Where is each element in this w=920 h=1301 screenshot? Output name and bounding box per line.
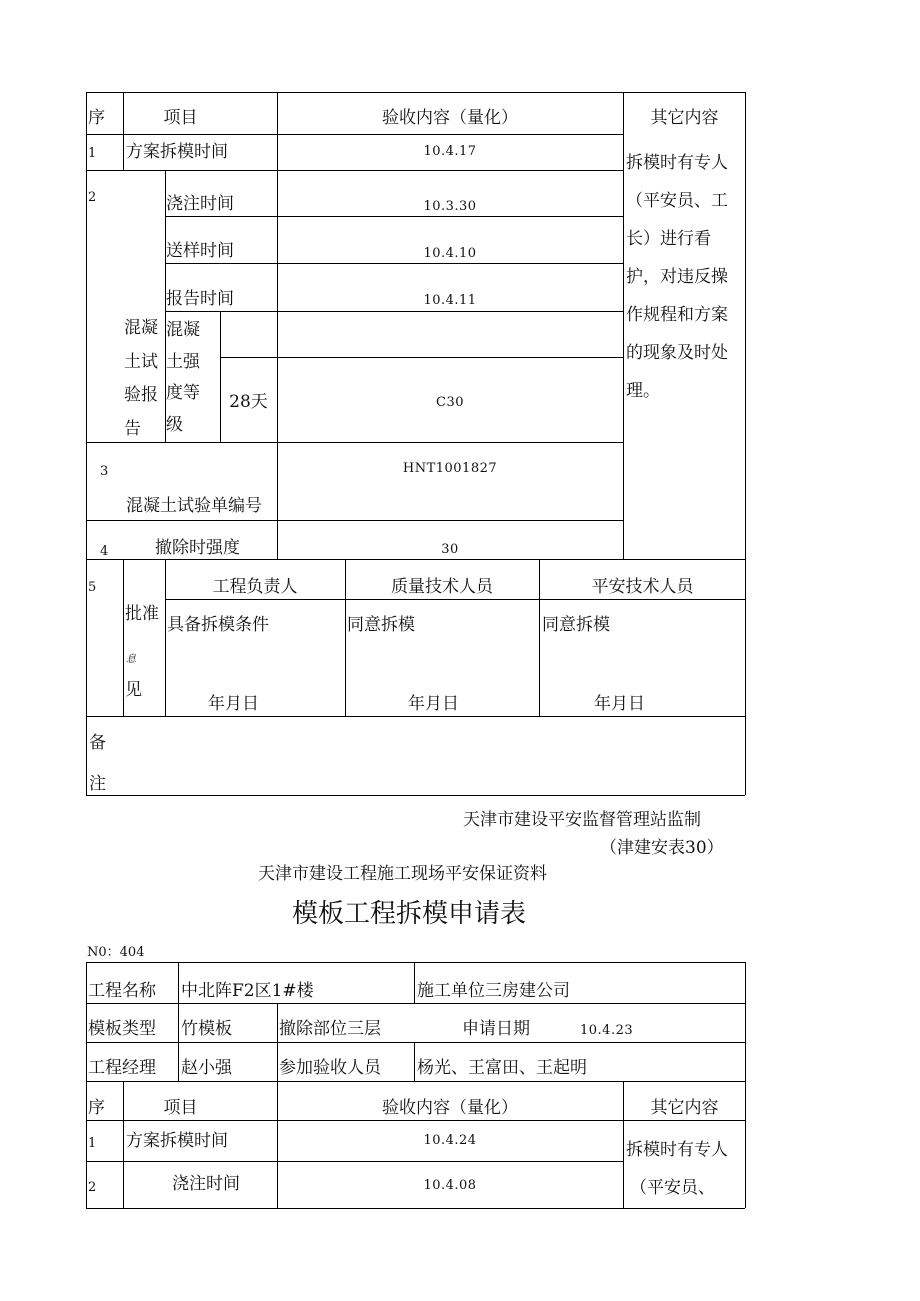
manager-value: 赵小强 (181, 1058, 232, 1078)
remark-label-1: 备 (89, 733, 106, 753)
inspectors-label: 参加验收人员 (279, 1058, 381, 1078)
remark-label-2: 注 (89, 774, 106, 794)
formwork-type-label: 模板类型 (88, 1019, 156, 1039)
apply-date-label: 申请日期 (462, 1019, 530, 1039)
date-project-lead: 年月日 (208, 694, 259, 714)
row5-seq: 5 (88, 580, 97, 595)
form2-header-seq: 序 (88, 1098, 105, 1118)
strength-grade-label: 混凝 土强 度等 级 (166, 320, 200, 435)
builder-value: 施工单位三房建公司 (417, 981, 570, 1001)
row1-seq: 1 (88, 146, 97, 161)
opinion-safety-tech: 同意拆模 (542, 615, 610, 635)
strength-value: C30 (436, 395, 464, 410)
row4-seq: 4 (100, 544, 109, 559)
form-code: （津建安表30） (600, 838, 724, 858)
row2-seq: 2 (88, 190, 97, 205)
concrete-report-label: 混凝 土试 验报 告 (124, 318, 158, 439)
date-safety-tech: 年月日 (594, 694, 645, 714)
form2-title: 模板工程拆模申请表 (292, 899, 527, 929)
form2-other-note-2: （平安员、 (630, 1178, 715, 1198)
form2-subtitle: 天津市建设工程施工现场平安保证资料 (258, 864, 547, 884)
pour-time-label: 浇注时间 (166, 194, 234, 214)
form2-row1-seq: 1 (88, 1136, 97, 1151)
supervisor-org: 天津市建设平安监督管理站监制 (463, 810, 701, 830)
sample-time-label: 送样时间 (166, 241, 234, 261)
formwork-type-value: 竹模板 (181, 1019, 232, 1039)
form2-row2-seq: 2 (88, 1180, 97, 1195)
inspectors-value: 杨光、王富田、王起明 (417, 1058, 587, 1078)
form2-row1-item: 方案拆模时间 (126, 1131, 228, 1151)
opinion-project-lead: 具备拆模条件 (167, 615, 269, 635)
strength-days: 28天 (229, 392, 268, 412)
form2-other-note-1: 拆模时有专人 (626, 1140, 728, 1160)
form2-row2-value: 10.4.08 (423, 1178, 477, 1193)
form2-header-item: 项目 (163, 1098, 198, 1118)
report-time-label: 报告时间 (166, 289, 234, 309)
header-item: 项目 (163, 108, 198, 128)
row4-label: 撤除时强度 (155, 538, 240, 558)
form2-header-content: 验收内容（量化） (382, 1098, 518, 1118)
other-content-note: 拆模时有专人 （平安员、工 长）进行看 护，对违反操 作规程和方案 的现象及时处 理。 (626, 153, 728, 401)
approval-label-bot: 见 (125, 680, 142, 700)
approval-label-mid: 息 (126, 654, 136, 665)
form2-row2-item: 浇注时间 (172, 1174, 240, 1194)
approval-label-top: 批准 (125, 604, 159, 624)
project-name-label: 工程名称 (88, 981, 156, 1001)
form2-row1-value: 10.4.24 (423, 1133, 477, 1148)
row1-value: 10.4.17 (423, 144, 477, 159)
apply-date-value: 10.4.23 (580, 1023, 634, 1038)
header-other: 其它内容 (650, 108, 719, 128)
manager-label: 工程经理 (88, 1058, 156, 1078)
row3-value: HNT1001827 (402, 461, 498, 476)
row3-seq: 3 (100, 464, 109, 479)
header-quality-tech: 质量技术人员 (391, 577, 493, 597)
sample-time-value: 10.4.10 (423, 246, 477, 261)
report-time-value: 10.4.11 (423, 293, 477, 308)
header-safety-tech: 平安技术人员 (591, 577, 694, 597)
project-name-value: 中北阵F2区1#楼 (181, 981, 314, 1001)
header-seq: 序 (88, 108, 105, 128)
date-quality-tech: 年月日 (408, 694, 459, 714)
row1-item: 方案拆模时间 (126, 142, 228, 162)
row3-label: 混凝土试验单编号 (126, 496, 262, 516)
row4-value: 30 (441, 542, 459, 557)
opinion-quality-tech: 同意拆模 (347, 615, 415, 635)
form2-header-other: 其它内容 (650, 1098, 719, 1118)
form2-number: N0：404 (87, 945, 145, 960)
pour-time-value: 10.3.30 (423, 199, 477, 214)
removal-part-value: 撤除部位三层 (279, 1019, 381, 1039)
header-project-lead: 工程负责人 (212, 577, 298, 597)
header-content: 验收内容（量化） (382, 108, 518, 128)
